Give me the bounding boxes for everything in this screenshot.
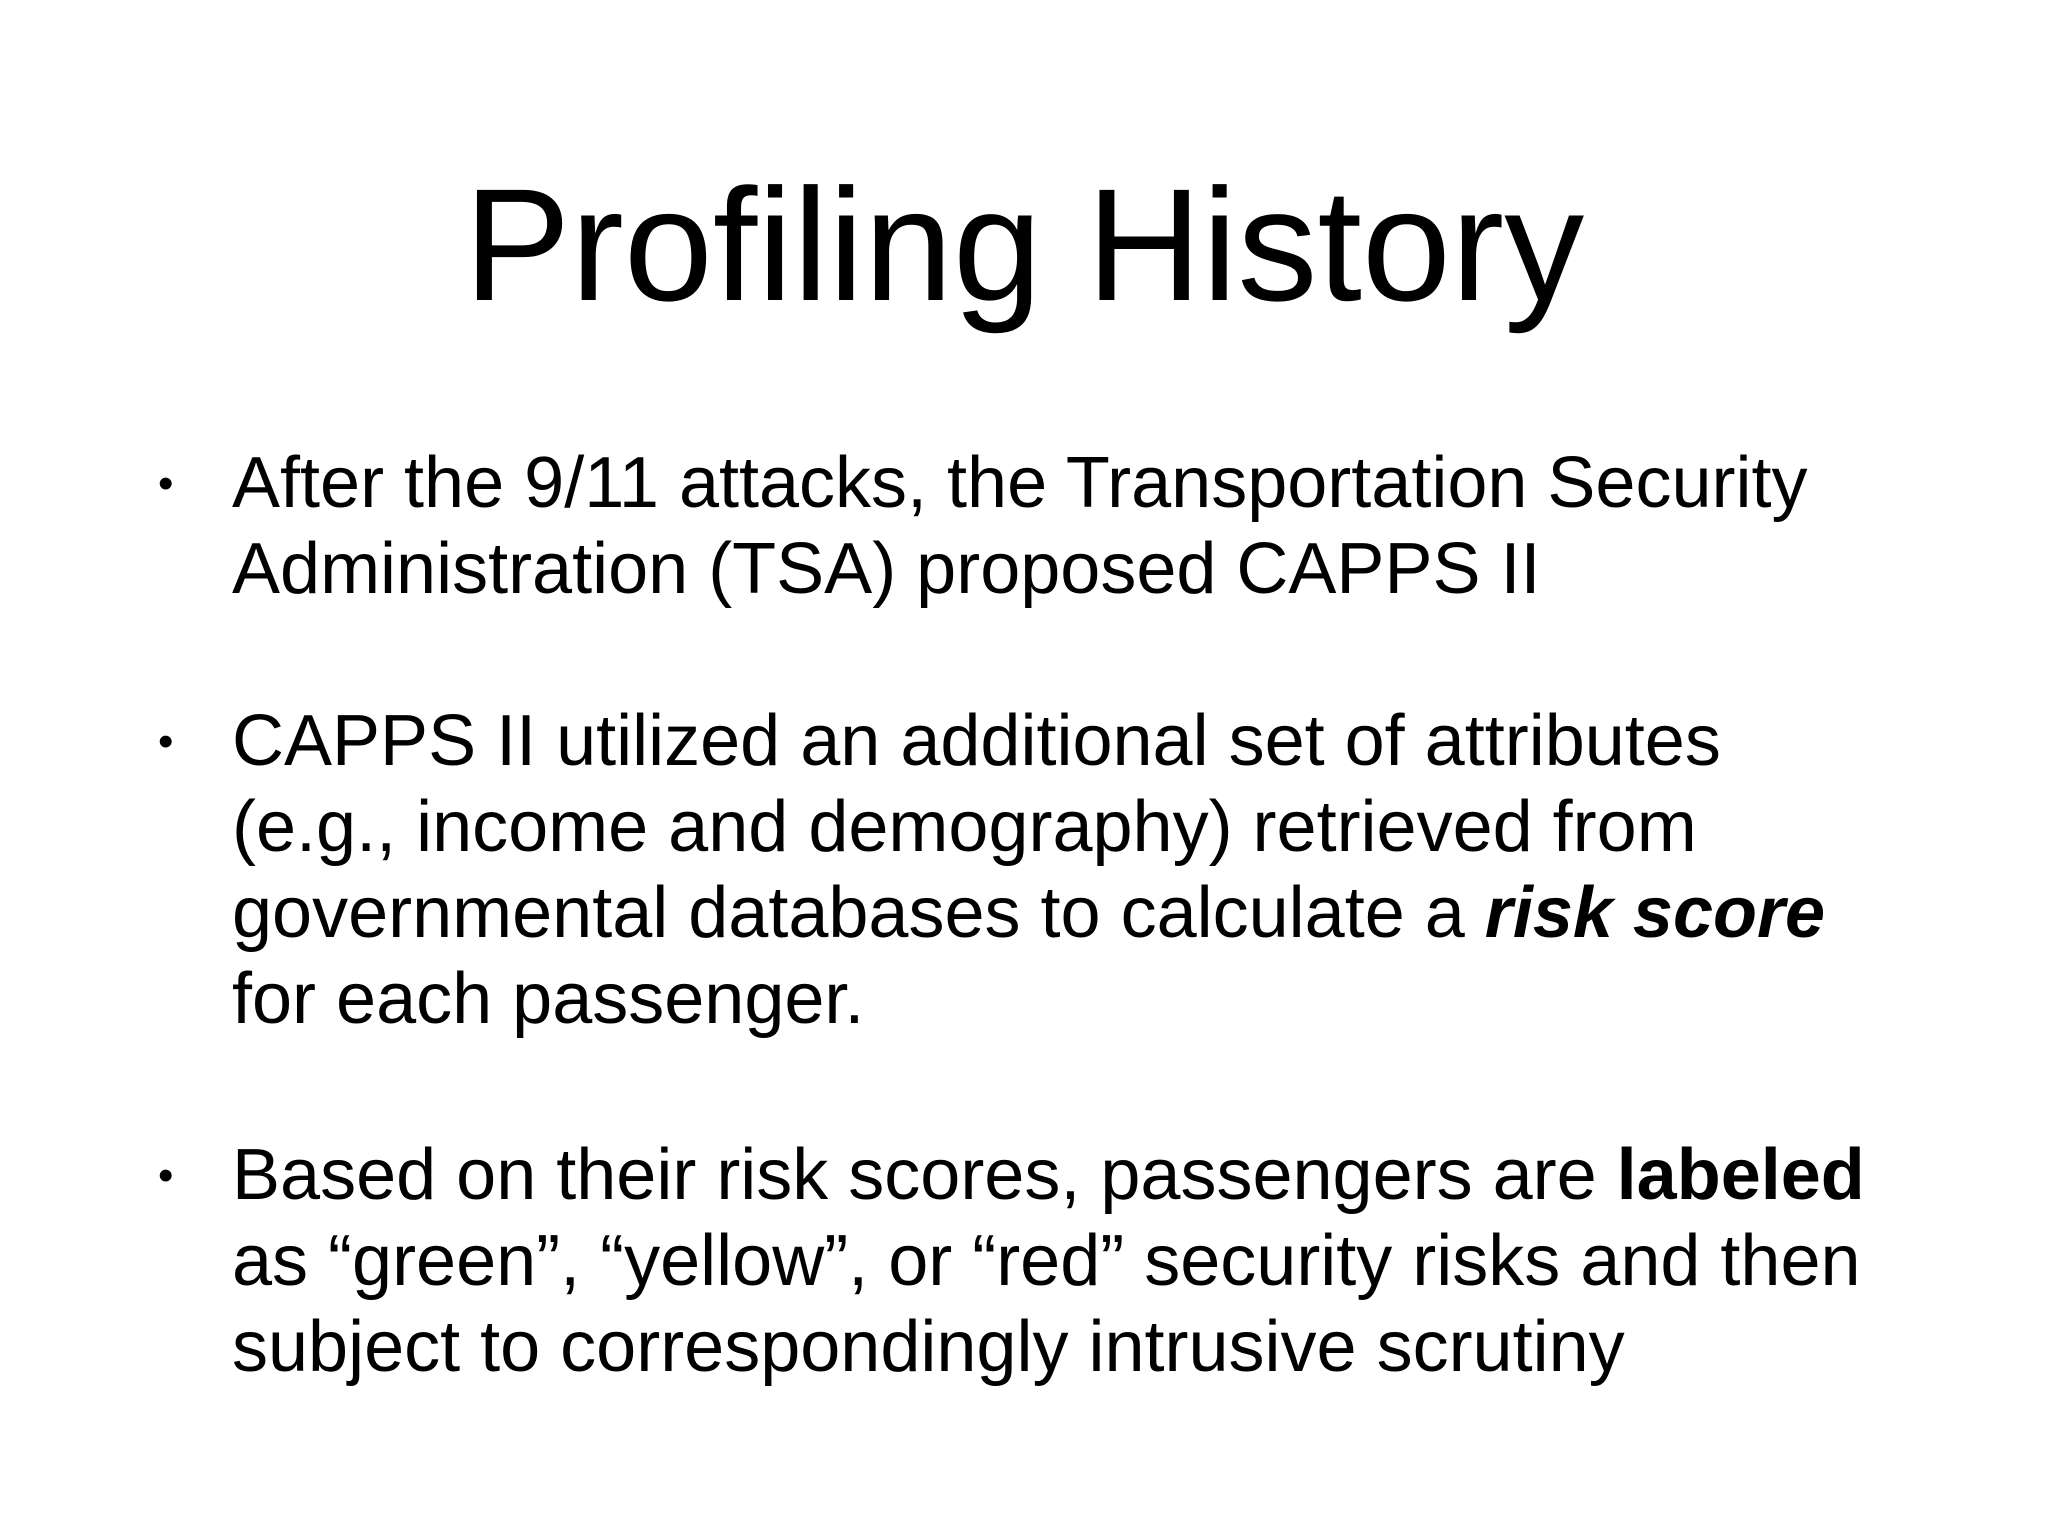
bullet-text-3: [232, 1132, 1952, 1390]
bullet-3-line-2: as “green”, “yellow”, or “red” security risks and then: [232, 1221, 1861, 1301]
bullet-3-line-1-prefix: Based on their risk scores, passengers are: [232, 1135, 1617, 1215]
bullet-1-line-2: Administration (TSA) proposed CAPPS II: [232, 529, 1541, 609]
bullet-2-line-1: CAPPS II utilized an additional set of attributes: [232, 701, 1721, 781]
bullet-3-line-3: subject to correspondingly intrusive scrutiny: [232, 1307, 1625, 1387]
bullet-marker: •: [158, 1151, 174, 1200]
slide-title: Profiling History: [463, 155, 1585, 334]
labeled-emphasis: labeled: [1616, 1135, 1865, 1215]
bullet-2-line-4: for each passenger.: [232, 959, 865, 1039]
bullet-2-line-3: [232, 870, 1952, 956]
bullet-text-2: [232, 698, 1952, 1042]
bullet-marker: •: [158, 459, 174, 508]
bullet-3-line-1: [232, 1132, 1952, 1218]
bullet-2-line-2: (e.g., income and demography) retrieved from: [232, 787, 1697, 867]
bullet-marker: •: [158, 717, 174, 766]
bullet-1-line-1: After the 9/11 attacks, the Transportation Security: [232, 443, 1808, 523]
bullet-text-1: [232, 440, 1952, 612]
bullet-2-line-3-prefix: governmental databases to calculate a: [232, 873, 1485, 953]
risk-score-emphasis: risk score: [1484, 873, 1826, 953]
